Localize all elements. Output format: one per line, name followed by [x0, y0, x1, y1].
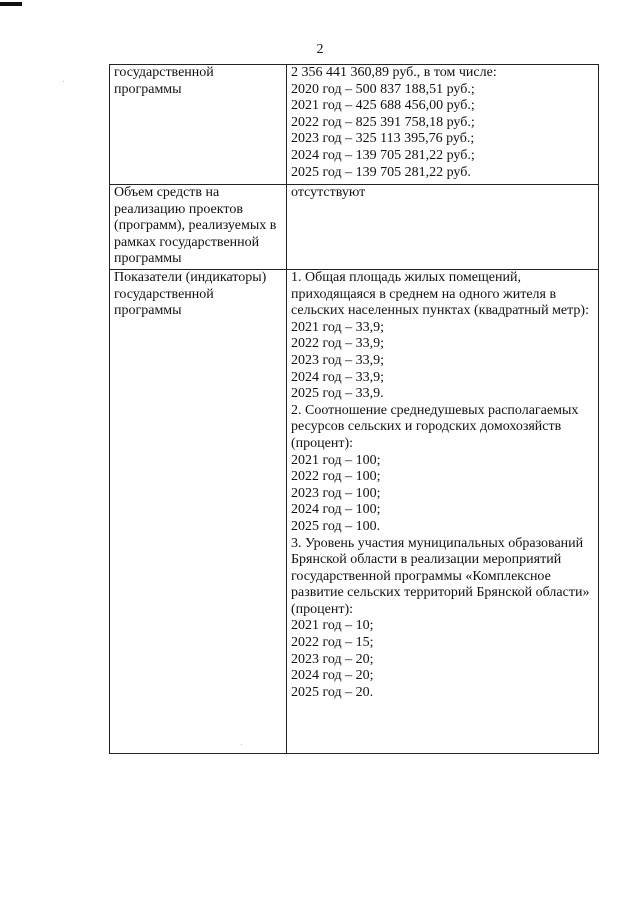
row-value-funding: [287, 65, 599, 185]
row-label-indicators: [110, 270, 287, 754]
funding-year-line: 2023 год – 325 113 395,76 руб.;: [291, 131, 475, 147]
indicator-1-value: 2024 год – 33,9;: [291, 369, 385, 385]
indicator-2-value: 2022 год – 100;: [291, 469, 381, 485]
funding-year-line: 2020 год – 500 837 188,51 руб.;: [291, 81, 475, 97]
indicator-1-value: 2025 год – 33,9.: [291, 386, 384, 402]
indicator-2-value: 2021 год – 100;: [291, 452, 381, 468]
indicator-3-value: 2025 год – 20.: [291, 684, 374, 700]
indicator-3-title: 3. Уровень участия муниципальных образований Брянской области в реализации мероприятий государственной программы «Комплексное развитие сельских территорий Брянской области» (процент):: [291, 535, 590, 617]
funding-year-line: 2021 год – 425 688 456,00 руб.;: [291, 98, 475, 114]
cell-bottom-spacing: [291, 701, 595, 715]
indicator-1-value: 2021 год – 33,9;: [291, 319, 385, 335]
indicator-3-value: 2022 год – 15;: [291, 635, 374, 651]
indicator-3-value: 2021 год – 10;: [291, 618, 374, 634]
indicator-3-value: 2024 год – 20;: [291, 668, 374, 684]
funding-year-line: 2022 год – 825 391 758,18 руб.;: [291, 114, 475, 130]
table-row-projects: [110, 185, 599, 270]
funding-year-line: 2024 год – 139 705 281,22 руб.;: [291, 147, 475, 163]
indicator-2-value: 2025 год – 100.: [291, 518, 381, 534]
scan-speck: [63, 81, 64, 82]
projects-value: отсутствуют: [291, 185, 366, 200]
indicator-1-value: 2022 год – 33,9;: [291, 336, 385, 352]
table-row-funding: [110, 65, 599, 185]
funding-total-line: 2 356 441 360,89 руб., в том числе:: [291, 65, 497, 80]
indicator-1-title: 1. Общая площадь жилых помещений, приходящаяся в среднем на одного жителя в сельских населенных пунктах (квадратный метр):: [291, 270, 589, 319]
indicator-2-value: 2024 год – 100;: [291, 502, 381, 518]
row-label-text: Показатели (индикаторы) государственной программы: [114, 270, 267, 319]
row-value-indicators: [287, 270, 599, 754]
row-value-projects: [287, 185, 599, 270]
page-number: 2: [316, 42, 324, 57]
indicator-2-title: 2. Соотношение среднедушевых располагаемых ресурсов сельских и городских домохозяйств (процент):: [291, 402, 579, 451]
indicator-3-value: 2023 год – 20;: [291, 651, 374, 667]
scan-edge-mark: [0, 2, 22, 6]
indicator-2-value: 2023 год – 100;: [291, 485, 381, 501]
row-label-funding: [110, 65, 287, 185]
table-row-indicators: [110, 270, 599, 754]
row-label-text: Объем средств на реализацию проектов (программ), реализуемых в рамках государственной программы: [114, 185, 277, 267]
row-label-projects: [110, 185, 287, 270]
funding-year-line: 2025 год – 139 705 281,22 руб.: [291, 164, 471, 180]
indicator-1-value: 2023 год – 33,9;: [291, 352, 385, 368]
program-passport-table: [109, 64, 599, 754]
row-label-text: государственной программы: [114, 65, 214, 97]
